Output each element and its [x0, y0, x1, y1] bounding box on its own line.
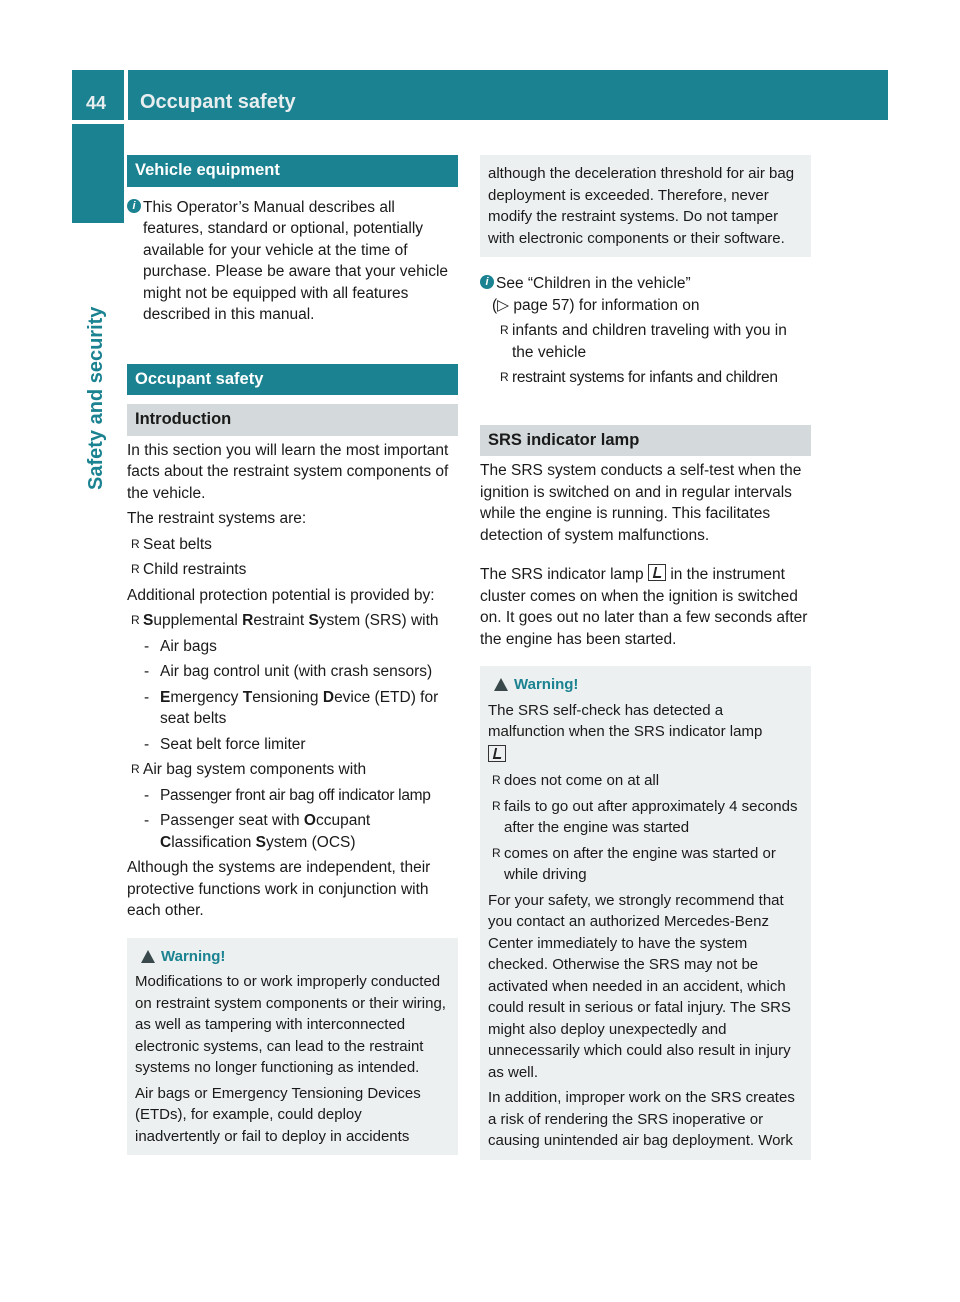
- info-note: [127, 197, 458, 326]
- srs-paragraph: The SRS system conducts a self-test when the ignition is switched on and in regular intervals while the engine is running. This facilitates detection of system malfunctions.: [480, 462, 802, 544]
- warning-text: The SRS self-check has detected a malfunction when the SRS indicator lamp: [488, 701, 763, 740]
- warning-heading: Warning!: [135, 946, 450, 968]
- left-column: [127, 155, 458, 1155]
- warning-icon: [141, 950, 155, 963]
- warning-text: although the deceleration threshold for air bag deployment is exceeded. Therefore, never modify the restraint systems. Do not tamper with electronic components or their software.: [488, 165, 795, 247]
- warning-icon: [494, 678, 508, 691]
- section-side-label: Safety and security: [85, 306, 107, 490]
- heading-vehicle-equipment: Vehicle equipment: [127, 155, 458, 187]
- info-text: See “Children in the vehicle”: [496, 275, 691, 292]
- page-number: 44: [86, 93, 107, 113]
- page-title: Occupant safety: [140, 91, 296, 113]
- heading-srs-indicator-lamp: SRS indicator lamp: [480, 425, 811, 457]
- list-item-srs: R Supplemental Restraint System (SRS) with: [127, 610, 458, 632]
- conjunction-paragraph: Although the systems are independent, their protective functions work in conjunction with each other.: [127, 859, 431, 919]
- warning-box-continued: [480, 155, 811, 257]
- heading-introduction: Introduction: [127, 404, 458, 436]
- srs-lamp-paragraph: The SRS indicator lamp in the instrument cluster comes on when the ignition is switched on. It goes out no later than a few seconds after the engine has been started.: [480, 566, 808, 648]
- warning-box: [480, 666, 811, 1160]
- list-item: R infants and children traveling with you in the vehicle: [496, 320, 811, 363]
- sub-list-item: - Seat belt force limiter: [127, 734, 458, 756]
- warning-text: In addition, improper work on the SRS creates a risk of rendering the SRS inoperative or causing unintended air bag deployment. Work: [488, 1089, 795, 1149]
- side-tab: [72, 124, 124, 223]
- list-item: R Air bag system components with: [127, 759, 458, 781]
- sub-list-item-etd: - Emergency Tensioning Device (ETD) for seat belts: [127, 687, 458, 730]
- info-text: (▷ page 57) for information on: [492, 296, 700, 314]
- additional-protection-label: Additional protection potential is provided by:: [127, 586, 435, 604]
- list-item: R fails to go out after approximately 4 seconds after the engine was started: [488, 796, 803, 839]
- list-item: R Seat belts: [127, 534, 458, 556]
- info-note: [480, 273, 811, 389]
- info-text: This Operator’s Manual describes all features, standard or optional, potentially available for your vehicle at the time of purchase. Please be aware that your vehicle might not be equipped with all features described in this manual.: [143, 198, 449, 323]
- heading-occupant-safety: Occupant safety: [127, 364, 458, 396]
- srs-indicator-icon: [648, 564, 666, 581]
- right-column: [480, 155, 811, 1160]
- sub-list-item: - Passenger front air bag off indicator lamp: [127, 785, 458, 807]
- info-icon: i: [480, 275, 494, 289]
- intro-paragraph: In this section you will learn the most important facts about the restraint system components of the vehicle.: [127, 441, 449, 502]
- sub-list-item: - Air bags: [127, 636, 458, 658]
- srs-indicator-icon: [488, 745, 506, 762]
- sub-list-item-ocs: - Passenger seat with Occupant Classification System (OCS): [127, 810, 458, 853]
- warning-box: [127, 938, 458, 1156]
- list-item: R does not come on at all: [488, 770, 803, 792]
- warning-text: For your safety, we strongly recommend that you contact an authorized Mercedes-Benz Center immediately to have the system checked. Otherwise the SRS may not be activated when needed in an accident, which could result in serious or fatal injury. The SRS might also deploy unexpectedly and unnecessarily which could also result in injury as well.: [488, 891, 791, 1081]
- list-item: R restraint systems for infants and children: [496, 367, 811, 389]
- list-item: R Child restraints: [127, 559, 458, 581]
- info-icon: i: [127, 199, 141, 213]
- sub-list-item: - Air bag control unit (with crash sensors): [127, 661, 458, 683]
- warning-heading: Warning!: [488, 674, 803, 696]
- warning-text: Modifications to or work improperly conducted on restraint system components or their wiring, as well as tampering with interconnected electronic systems, can lead to the restraint systems no longer functioning as intended.: [135, 973, 446, 1076]
- restraint-systems-label: The restraint systems are:: [127, 510, 307, 527]
- list-item: R comes on after the engine was started or while driving: [488, 843, 803, 886]
- warning-text: Air bags or Emergency Tensioning Devices (ETDs), for example, could deploy inadvertently or fail to deploy in accidents: [135, 1084, 421, 1145]
